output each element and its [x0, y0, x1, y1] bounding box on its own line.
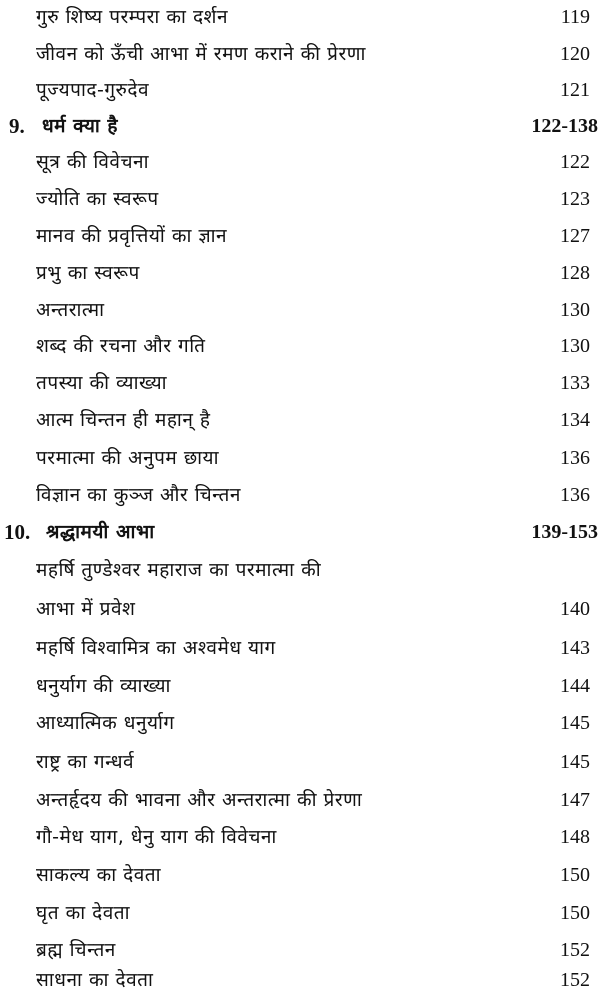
entry-title: तपस्या की व्याख्या: [36, 372, 168, 394]
entry-title: सूत्र की विवेचना: [36, 151, 150, 173]
entry-title: गौ-मेध याग, धेनु याग की विवेचना: [36, 826, 277, 848]
chapter-title: धर्म क्या है: [42, 115, 118, 137]
chapter-page-range: 139-153: [531, 521, 598, 543]
toc-entry: [0, 71, 600, 109]
toc-entry: [0, 476, 600, 514]
toc-entry: [0, 743, 600, 781]
entry-page-number: 136: [560, 484, 590, 506]
entry-page-number: 145: [560, 751, 590, 773]
entry-page-number: 134: [560, 409, 590, 431]
entry-title: शब्द की रचना और गति: [36, 335, 206, 357]
entry-page-number: 143: [560, 637, 590, 659]
entry-title: धनुर्याग की व्याख्या: [36, 675, 171, 697]
chapter-heading: [0, 107, 600, 145]
chapter-page-range: 122-138: [531, 115, 598, 137]
chapter-heading: [0, 513, 600, 551]
entry-title: विज्ञान का कुञ्ज और चिन्तन: [36, 484, 241, 506]
entry-page-number: 148: [560, 826, 590, 848]
toc-entry: [0, 0, 600, 36]
toc-entry: [0, 551, 600, 589]
toc-entry: [0, 704, 600, 742]
entry-title: प्रभु का स्वरूप: [36, 262, 140, 284]
entry-title: महर्षि विश्वामित्र का अश्वमेध याग: [36, 637, 276, 659]
entry-title: ज्योति का स्वरूप: [36, 188, 159, 210]
entry-title: आत्म चिन्तन ही महान् है: [36, 409, 211, 431]
entry-page-number: 136: [560, 447, 590, 469]
toc-entry: [0, 667, 600, 705]
entry-page-number: 130: [560, 335, 590, 357]
entry-title: आध्यात्मिक धनुर्याग: [36, 712, 175, 734]
entry-page-number: 127: [560, 225, 590, 247]
entry-page-number: 150: [560, 902, 590, 924]
entry-page-number: 145: [560, 712, 590, 734]
entry-page-number: 119: [560, 6, 590, 28]
toc-entry: [0, 894, 600, 932]
entry-title: घृत का देवता: [36, 902, 131, 924]
entry-title: साकल्य का देवता: [36, 864, 162, 886]
entry-title: आभा में प्रवेश: [36, 598, 136, 620]
toc-entry: [0, 961, 600, 999]
entry-title: ब्रह्म चिन्तन: [36, 939, 116, 961]
entry-page-number: 152: [560, 939, 590, 961]
toc-entry: [0, 781, 600, 819]
toc-entry: [0, 439, 600, 477]
entry-page-number: 122: [560, 151, 590, 173]
entry-title: परमात्मा की अनुपम छाया: [36, 447, 219, 469]
entry-page-number: 144: [560, 675, 590, 697]
entry-page-number: 150: [560, 864, 590, 886]
toc-entry: [0, 327, 600, 365]
toc-entry: [0, 401, 600, 439]
entry-page-number: 123: [560, 188, 590, 210]
toc-entry: [0, 629, 600, 667]
toc-entry: [0, 291, 600, 329]
entry-title: जीवन को ऊँची आभा में रमण कराने की प्रेरणा: [36, 43, 366, 65]
entry-page-number: 121: [560, 79, 590, 101]
toc-entry: [0, 856, 600, 894]
entry-title: पूज्यपाद-गुरुदेव: [36, 79, 150, 101]
entry-page-number: 140: [560, 598, 590, 620]
entry-page-number: 152: [560, 969, 590, 991]
entry-title: अन्तर्हृदय की भावना और अन्तरात्मा की प्रेरणा: [36, 789, 363, 811]
entry-page-number: 130: [560, 299, 590, 321]
entry-title: अन्तरात्मा: [36, 299, 105, 321]
toc-entry: [0, 35, 600, 73]
toc-entry: [0, 818, 600, 856]
entry-page-number: 147: [560, 789, 590, 811]
toc-entry: [0, 364, 600, 402]
entry-title: साधना का देवता: [36, 969, 154, 991]
entry-page-number: 120: [560, 43, 590, 65]
toc-entry: [0, 180, 600, 218]
chapter-number: 9.: [9, 114, 25, 138]
entry-title: महर्षि तुण्डेश्वर महाराज का परमात्मा की: [36, 559, 322, 581]
entry-page-number: 133: [560, 372, 590, 394]
chapter-title: श्रद्धामयी आभा: [46, 521, 155, 543]
entry-page-number: 128: [560, 262, 590, 284]
entry-title: राष्ट्र का गन्धर्व: [36, 751, 135, 773]
chapter-number: 10.: [4, 520, 31, 544]
toc-entry: [0, 590, 600, 628]
toc-entry: [0, 217, 600, 255]
entry-title: गुरु शिष्य परम्परा का दर्शन: [36, 6, 228, 28]
toc-entry: [0, 143, 600, 181]
toc-entry: [0, 254, 600, 292]
entry-title: मानव की प्रवृत्तियों का ज्ञान: [36, 225, 228, 247]
